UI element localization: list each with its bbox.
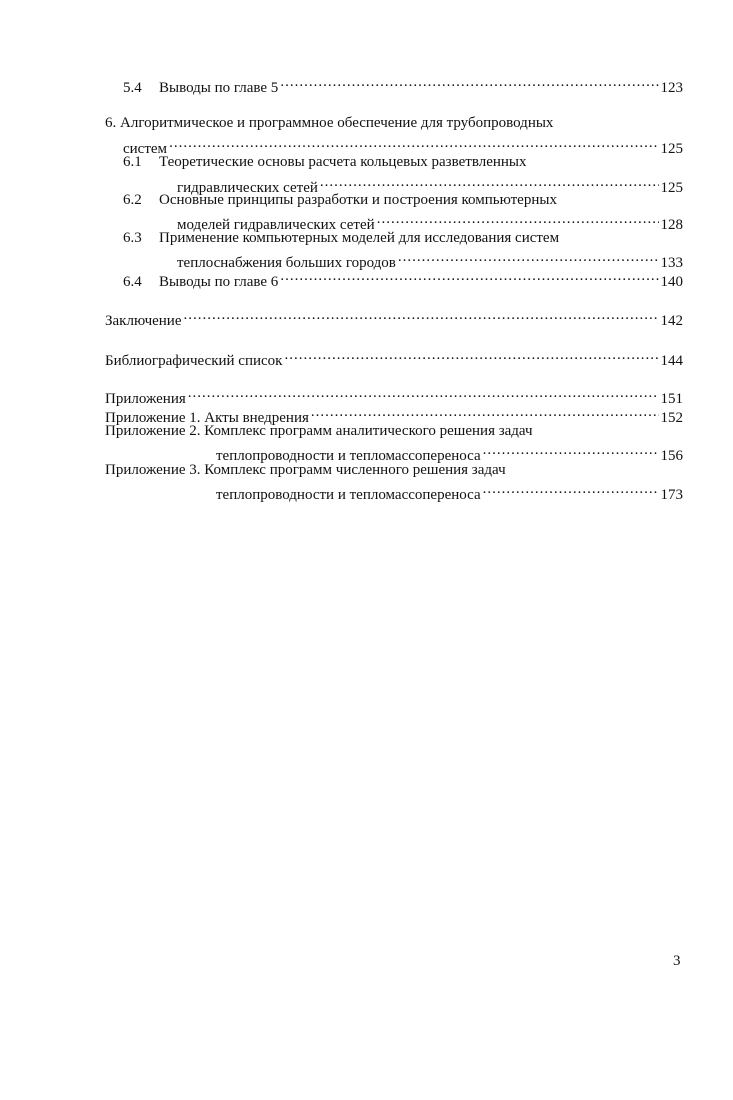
dot-leader [398,247,659,267]
toc-entry-title: Выводы по главе 5 [159,80,279,96]
toc-entry-page: 128 [660,217,683,233]
toc-entry-title: Заключение [105,313,182,329]
toc-entry-6-1 [123,152,683,172]
toc-entry-title: Приложение 2. Комплекс программ аналитического решения задач [105,423,533,439]
toc-entry-title: Приложение 1. Акты внедрения [105,410,309,426]
dot-leader [188,383,659,403]
toc-entry-number: 6.1 [123,154,142,170]
toc-entry-bibliography [105,345,683,369]
toc-chapter-6-continuation [123,133,683,157]
toc-entry-page: 142 [660,313,683,329]
toc-entry-appendix-2 [105,421,683,441]
page-number: 3 [673,953,681,969]
toc-entry-appendix-3 [105,460,683,480]
dot-leader [184,305,659,325]
toc-entry-page: 151 [660,391,683,407]
toc-entry-conclusion [105,305,683,329]
toc-entry-title: Применение компьютерных моделей для исследования систем [159,230,560,246]
toc-chapter-6-title [105,113,683,133]
dot-leader [284,345,658,365]
dot-leader [280,266,658,286]
toc-entry-6-3 [123,228,683,248]
toc-entry-title: Библиографический список [105,353,283,369]
toc-entry-title: Основные принципы разработки и построения компьютерных [159,192,557,208]
toc-entry-page: 125 [660,141,683,157]
dot-leader [483,440,659,460]
dot-leader [377,209,659,229]
toc-entry-appendix-1 [105,402,683,426]
toc-entry-page: 125 [660,180,683,196]
toc-entry-5-4 [123,72,683,96]
toc-entry-appendix-3-continuation [216,479,683,503]
toc-entry-page: 123 [660,80,683,96]
toc-entry-number: 5.4 [123,80,142,96]
dot-leader [169,133,658,153]
toc-entry-page: 152 [660,410,683,426]
toc-entry-appendix-2-continuation [216,440,683,464]
toc-entry-page: 173 [660,487,683,503]
toc-entry-page: 140 [660,274,683,290]
toc-entry-page: 156 [660,448,683,464]
toc-entry-6-4 [123,266,683,290]
dot-leader [320,172,659,192]
dot-leader [280,72,658,92]
toc-entry-6-2-continuation [177,209,683,233]
toc-entry-page: 144 [660,353,683,369]
toc-entry-number: 6.3 [123,230,142,246]
toc-entry-6-2 [123,190,683,210]
toc-entry-number: 6.2 [123,192,142,208]
toc-entry-title: Приложение 3. Комплекс программ численного решения задач [105,462,506,478]
toc-entry-6-1-continuation [177,172,683,196]
toc-entry-6-3-continuation [177,247,683,271]
toc-entry-appendices [105,383,683,407]
toc-entry-title: 6. Алгоритмическое и программное обеспечение для трубопроводных [105,115,554,131]
dot-leader [483,479,659,499]
toc-entry-title-cont: теплоснабжения больших городов [177,255,396,271]
toc-entry-title-cont: гидравлических сетей [177,180,318,196]
toc-entry-title-cont: теплопроводности и тепломассопереноса [216,448,481,464]
toc-entry-page: 133 [660,255,683,271]
dot-leader [311,402,659,422]
toc-entry-title-cont: теплопроводности и тепломассопереноса [216,487,481,503]
toc-entry-title: Теоретические основы расчета кольцевых разветвленных [159,154,527,170]
toc-entry-title-cont: моделей гидравлических сетей [177,217,375,233]
toc-entry-title: Выводы по главе 6 [159,274,279,290]
toc-entry-title: Приложения [105,391,186,407]
toc-entry-number: 6.4 [123,274,142,290]
toc-entry-title-cont: систем [123,141,168,157]
